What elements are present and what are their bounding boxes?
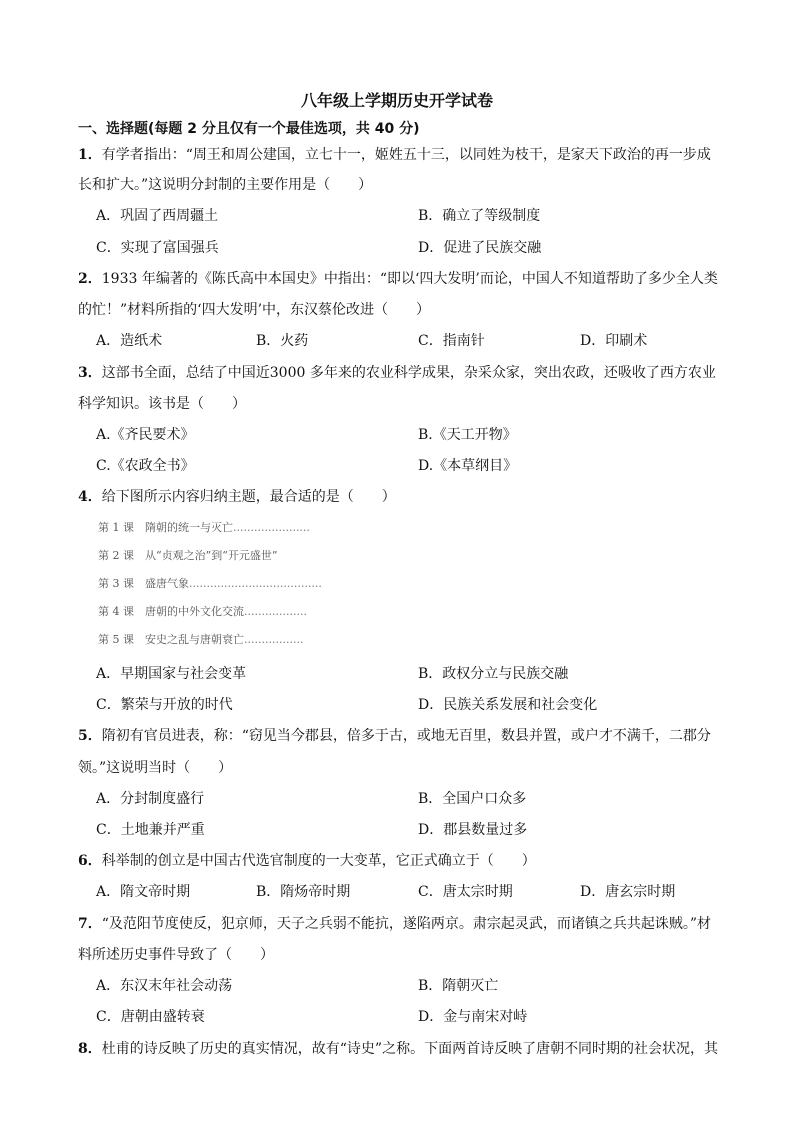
q5-option-a[interactable]: A．分封制度盛行: [96, 791, 205, 807]
question-number: 3．: [78, 365, 102, 381]
question-number: 2．: [78, 271, 102, 287]
question-number: 6．: [78, 853, 102, 869]
question-1-line-2: 长和扩大。”这说明分封制的主要作用是（ ）: [78, 177, 373, 193]
q5-option-b[interactable]: B．全国户口众多: [418, 791, 527, 807]
question-2-line-2: 的忙！”材料所指的‘四大发明’中，东汉蔡伦改进（ ）: [78, 302, 431, 318]
toc-entry-1: 第 1 课 隋朝的统一与灭亡......................: [98, 521, 310, 534]
toc-entry-4: 第 4 课 唐朝的中外文化交流..................: [98, 605, 307, 618]
question-number: 7．: [78, 916, 102, 932]
question-5-line-1: 5．隋初有官员进表，称：“窃见当今郡县，倍多于古，或地无百里，数县并置，或户才不满千，二郡分: [78, 728, 711, 744]
q4-option-a[interactable]: A．早期国家与社会变革: [96, 666, 247, 682]
q4-option-b[interactable]: B．政权分立与民族交融: [418, 666, 569, 682]
q1-option-c[interactable]: C．实现了富国强兵: [96, 240, 219, 256]
question-3-line-1: 3．这部书全面，总结了中国近3000 多年来的农业科学成果，杂采众家，突出农政，还吸收了西方农业: [78, 365, 716, 381]
question-2-line-1: 2．1933 年编著的《陈氏高中本国史》中指出：“即以‘四大发明’而论，中国人不知道帮助了多少全人类: [78, 271, 718, 287]
question-5-line-2: 领。”这说明当时（ ）: [78, 760, 233, 776]
q2-option-b[interactable]: B．火药: [256, 333, 309, 349]
q2-option-a[interactable]: A．造纸术: [96, 333, 163, 349]
q3-option-d[interactable]: D.《本草纲目》: [418, 458, 518, 474]
q3-option-c[interactable]: C.《农政全书》: [96, 458, 195, 474]
q7-option-a[interactable]: A．东汉末年社会动荡: [96, 978, 233, 994]
question-3-line-2: 科学知识。该书是（ ）: [78, 396, 246, 412]
q2-option-d[interactable]: D．印刷术: [580, 333, 648, 349]
toc-entry-5: 第 5 课 安史之乱与唐朝衰亡.................: [98, 633, 304, 646]
q5-option-d[interactable]: D．郡县数量过多: [418, 822, 528, 838]
q7-option-c[interactable]: C．唐朝由盛转衰: [96, 1009, 205, 1025]
q6-option-d[interactable]: D．唐玄宗时期: [580, 884, 676, 900]
q6-option-a[interactable]: A．隋文帝时期: [96, 884, 191, 900]
question-4-line-1: 4．给下图所示内容归纳主题，最合适的是（ ）: [78, 489, 396, 505]
q7-option-b[interactable]: B．隋朝灭亡: [418, 978, 499, 994]
question-8-line-1: 8．杜甫的诗反映了历史的真实情况，故有“诗史”之称。下面两首诗反映了唐朝不同时期的社会状况，其: [78, 1041, 719, 1057]
question-number: 1．: [78, 147, 102, 163]
section-heading: 一、选择题(每题 2 分且仅有一个最佳选项，共 40 分): [78, 121, 420, 137]
question-number: 8．: [78, 1041, 102, 1057]
q4-option-d[interactable]: D．民族关系发展和社会变化: [418, 697, 598, 713]
q6-option-b[interactable]: B．隋炀帝时期: [256, 884, 351, 900]
q4-option-c[interactable]: C．繁荣与开放的时代: [96, 697, 233, 713]
q6-option-c[interactable]: C．唐太宗时期: [418, 884, 513, 900]
question-number: 5．: [78, 728, 102, 744]
q7-option-d[interactable]: D．金与南宋对峙: [418, 1009, 528, 1025]
q3-option-b[interactable]: B.《天工开物》: [418, 427, 517, 443]
question-number: 4．: [78, 489, 102, 505]
q2-option-c[interactable]: C．指南针: [418, 333, 485, 349]
toc-entry-3: 第 3 课 盛唐气象......................................: [98, 577, 322, 590]
question-6-line-1: 6．科举制的创立是中国古代选官制度的一大变革，它正式确立于（ ）: [78, 853, 536, 869]
q3-option-a[interactable]: A.《齐民要术》: [96, 427, 195, 443]
question-7-line-1: 7．“及范阳节度使反，犯京师，天子之兵弱不能抗，遂陷两京。肃宗起灵武，而诸镇之兵共起诛贼。”材: [78, 916, 712, 932]
q1-option-a[interactable]: A．巩固了西周疆土: [96, 208, 219, 224]
question-7-line-2: 料所述历史事件导致了（ ）: [78, 947, 274, 963]
q1-option-d[interactable]: D．促进了民族交融: [418, 240, 542, 256]
exam-title: 八年级上学期历史开学试卷: [300, 91, 493, 110]
q1-option-b[interactable]: B．确立了等级制度: [418, 208, 541, 224]
toc-entry-2: 第 2 课 从“贞观之治”到“开元盛世”: [98, 549, 278, 562]
question-1-line-1: 1．有学者指出：“周王和周公建国，立七十一，姬姓五十三，以同姓为枝干，是家天下政治的再一步成: [78, 147, 711, 163]
q5-option-c[interactable]: C．土地兼并严重: [96, 822, 205, 838]
